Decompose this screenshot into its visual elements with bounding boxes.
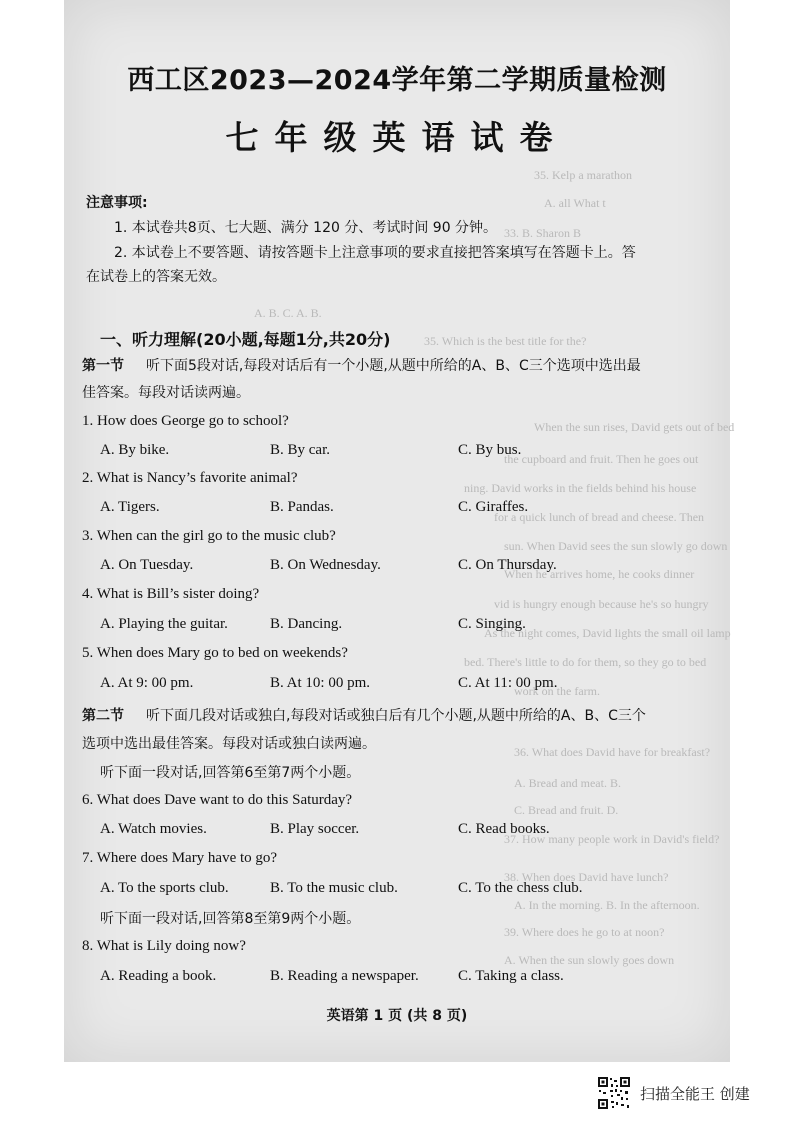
option-4b: B. Dancing. (270, 616, 343, 632)
bleed-through-text: A. In the morning. B. In the afternoon. (514, 898, 700, 912)
bleed-through-text: When the sun rises, David gets out of bed (534, 420, 735, 434)
notice-item-2: 2. 本试卷上不要答题、请按答题卡上注意事项的要求直接把答案填写在答题卡上。答 (114, 245, 636, 261)
option-6c: C. Read books. (458, 821, 550, 837)
instruction-q8-q9: 听下面一段对话,回答第8至第9两个小题。 (100, 911, 361, 927)
section2-instructions-continued: 选项中选出最佳答案。每段对话或独白读两遍。 (82, 736, 376, 752)
bleed-through-text: C. Bread and fruit. D. (514, 803, 619, 817)
bleed-through-text: sun. When David sees the sun slowly go down (504, 539, 728, 553)
option-8a: A. Reading a book. (100, 968, 217, 984)
option-4a: A. Playing the guitar. (100, 616, 228, 632)
section2-title: 第二节 (82, 708, 124, 724)
bleed-through-text: 35. Which is the best title for the? (424, 334, 587, 348)
option-2b: B. Pandas. (270, 499, 334, 515)
option-3b: B. On Wednesday. (270, 557, 381, 573)
option-7a: A. To the sports club. (100, 880, 229, 896)
option-5a: A. At 9: 00 pm. (100, 675, 194, 691)
bleed-through-text: ning. David works in the fields behind his house (464, 481, 697, 495)
page-footer: 英语第 1 页 (共 8 页) (326, 1008, 468, 1024)
bleed-through-text: When he arrives home, he cooks dinner (504, 567, 695, 581)
question-5: 5. When does Mary go to bed on weekends? (82, 645, 348, 661)
bleed-through-text: for a quick lunch of bread and cheese. Then (494, 510, 705, 524)
option-1a: A. By bike. (100, 442, 170, 458)
bleed-through-text: 36. What does David have for breakfast? (514, 745, 711, 759)
option-2c: C. Giraffes. (458, 499, 529, 515)
notice-heading: 注意事项: (86, 195, 148, 211)
bleed-through-text: A. Bread and meat. B. (514, 776, 621, 790)
exam-page (64, 0, 735, 1062)
scanner-watermark: 扫描全能王 创建 (640, 1085, 750, 1103)
notice-item-2-continued: 在试卷上的答案无效。 (86, 269, 226, 285)
option-7c: C. To the chess club. (458, 880, 583, 896)
question-7: 7. Where does Mary have to go? (82, 850, 278, 866)
option-8b: B. Reading a newspaper. (270, 968, 419, 984)
bleed-through-text: 39. Where does he go to at noon? (504, 925, 665, 939)
bleed-through-text: work on the farm. (514, 684, 600, 698)
question-8: 8. What is Lily doing now? (82, 938, 246, 954)
instruction-q6-q7: 听下面一段对话,回答第6至第7两个小题。 (100, 765, 361, 781)
bleed-through-text: bed. There's little to do for them, so they go to bed (464, 655, 707, 669)
option-8c: C. Taking a class. (458, 968, 564, 984)
option-7b: B. To the music club. (270, 880, 398, 896)
bleed-through-text: 38. When does David have lunch? (504, 870, 669, 884)
option-5c: C. At 11: 00 pm. (458, 675, 558, 691)
option-4c: C. Singing. (458, 616, 526, 632)
section1-title: 第一节 (82, 358, 124, 374)
option-3c: C. On Thursday. (458, 557, 557, 573)
question-2: 2. What is Nancy’s favorite animal? (82, 470, 298, 486)
option-5b: B. At 10: 00 pm. (270, 675, 371, 691)
option-3a: A. On Tuesday. (100, 557, 194, 573)
bleed-through-text: the cupboard and fruit. Then he goes out (504, 452, 699, 466)
bleed-through-text: A. all What t (544, 196, 606, 210)
part1-heading: 一、听力理解(20小题,每题1分,共20分) (100, 330, 391, 349)
option-2a: A. Tigers. (100, 499, 160, 515)
section1-instructions: 听下面5段对话,每段对话后有一个小题,从题中所给的A、B、C三个选项中选出最 (146, 358, 641, 374)
bleed-through-text: 35. Kelp a marathon (534, 168, 632, 182)
option-6b: B. Play soccer. (270, 821, 360, 837)
section2-instructions: 听下面几段对话或独白,每段对话或独白后有几个小题,从题中所给的A、B、C三个 (146, 708, 646, 724)
section1-instructions-continued: 佳答案。每段对话读两遍。 (82, 385, 250, 401)
bleed-through-text: 33. B. Sharon B (504, 226, 582, 240)
question-1: 1. How does George go to school? (82, 413, 289, 429)
option-1c: C. By bus. (458, 442, 522, 458)
question-4: 4. What is Bill’s sister doing? (82, 586, 260, 602)
question-3: 3. When can the girl go to the music club? (82, 528, 336, 544)
exam-title: 西工区2023—2024学年第二学期质量检测 (127, 65, 667, 96)
bleed-through-text: A. B. C. A. B. (254, 306, 322, 320)
notice-item-1: 1. 本试卷共8页、七大题、满分 120 分、考试时间 90 分钟。 (114, 220, 498, 236)
bleed-through-text: 37. How many people work in David's field? (504, 832, 720, 846)
bleed-through-text: vid is hungry enough because he's so hungry (494, 597, 709, 611)
bleed-through-text: As the night comes, David lights the small oil lamp (484, 626, 731, 640)
qr-code-icon (597, 1076, 631, 1110)
bleed-through-text: A. When the sun slowly goes down (504, 953, 675, 967)
exam-subtitle: 七年级英语试卷 (225, 118, 569, 157)
option-6a: A. Watch movies. (100, 821, 207, 837)
question-6: 6. What does Dave want to do this Saturday? (82, 792, 353, 808)
option-1b: B. By car. (270, 442, 330, 458)
